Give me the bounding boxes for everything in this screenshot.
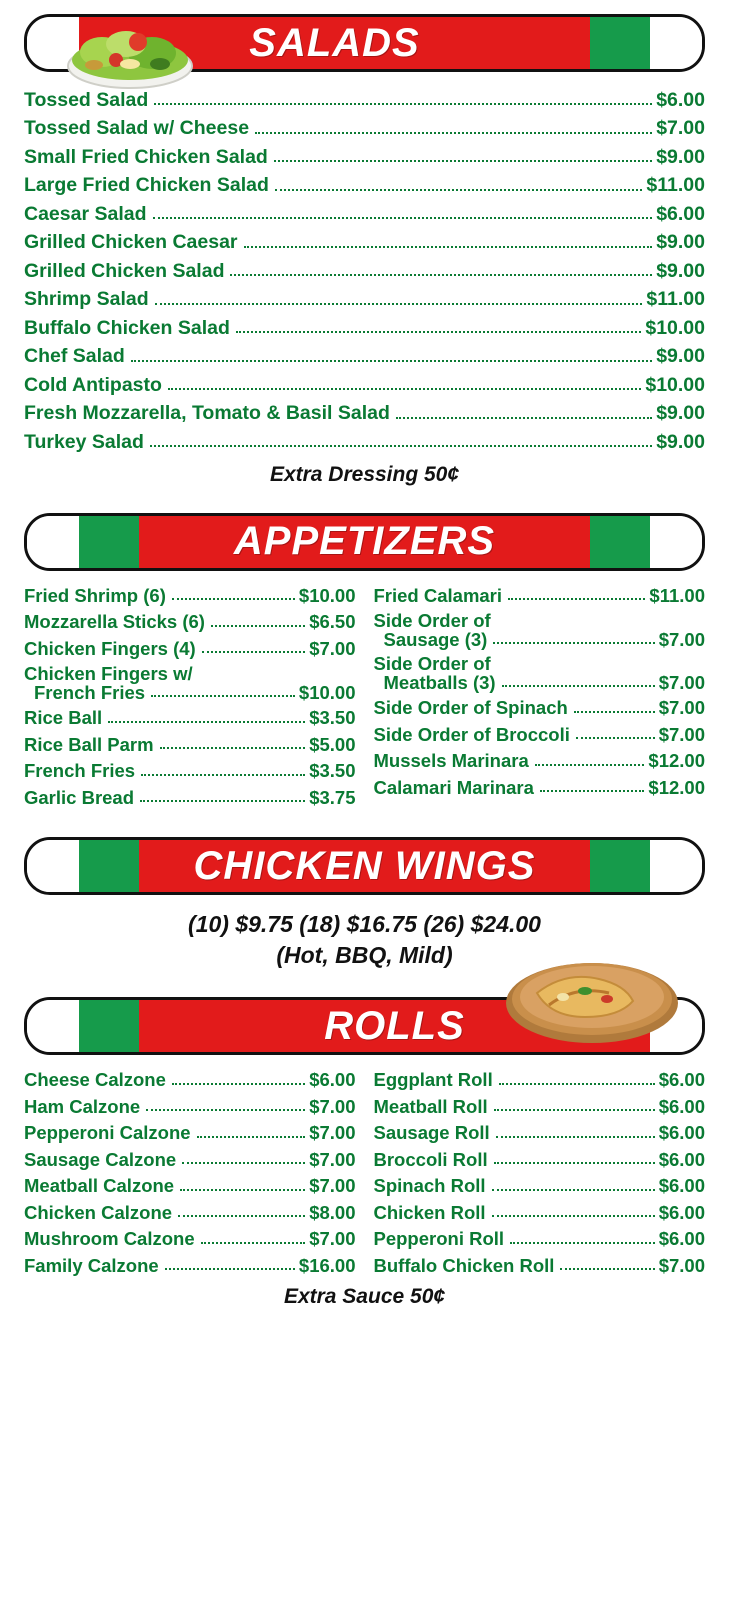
banner-green-left	[79, 516, 139, 568]
menu-item	[374, 1200, 706, 1227]
item-price: $11.00	[646, 174, 705, 196]
wings-title: CHICKEN WINGS	[193, 843, 536, 888]
item-name: Garlic Bread	[24, 786, 135, 808]
item-price: $7.00	[656, 117, 705, 139]
item-price: $7.00	[658, 1254, 705, 1276]
dot-leader	[494, 1108, 655, 1111]
menu-item	[24, 1094, 356, 1121]
item-name: Chicken Roll	[373, 1201, 486, 1223]
banner-white-left	[27, 516, 79, 568]
item-name: Chicken Fingers w/	[24, 663, 193, 684]
menu-item	[24, 314, 705, 343]
banner-green-right	[590, 516, 650, 568]
item-name: Turkey Salad	[24, 430, 144, 453]
menu-item	[24, 428, 705, 457]
item-name: Buffalo Chicken Salad	[24, 316, 230, 339]
item-name: Pepperoni Calzone	[24, 1122, 191, 1144]
menu-item	[374, 1120, 706, 1147]
item-name: Pepperoni Roll	[373, 1228, 505, 1250]
item-name: Chicken Fingers (4)	[24, 637, 196, 659]
dot-leader	[499, 1082, 655, 1085]
menu-item	[374, 1173, 706, 1200]
dot-leader	[178, 1214, 305, 1217]
menu-item	[374, 1094, 706, 1121]
item-name: Rice Ball Parm	[24, 733, 154, 755]
dot-leader	[275, 188, 643, 191]
salads-title: SALADS	[249, 20, 420, 65]
item-price: $9.00	[656, 345, 705, 367]
item-price: $7.00	[658, 628, 705, 650]
item-name: Tossed Salad	[24, 88, 149, 111]
item-price: $6.50	[309, 611, 356, 632]
item-price: $6.00	[658, 1069, 705, 1091]
item-name: Fried Shrimp (6)	[24, 584, 166, 606]
item-price: $3.50	[309, 707, 356, 728]
item-price: $6.00	[656, 202, 705, 225]
wings-flavors-line: (Hot, BBQ, Mild)	[276, 942, 453, 969]
menu-item	[24, 143, 705, 172]
wings-banner	[24, 837, 705, 895]
item-name: Meatball Calzone	[24, 1175, 175, 1197]
menu-item	[374, 1226, 706, 1253]
dot-leader	[160, 746, 306, 749]
menu-item	[374, 748, 706, 775]
appetizers-banner	[24, 513, 705, 571]
dot-leader	[154, 102, 652, 105]
item-price: $5.00	[309, 733, 356, 755]
item-name: Grilled Chicken Salad	[24, 259, 225, 282]
banner-green-left	[79, 1000, 139, 1052]
menu-item	[24, 286, 705, 315]
item-price: $10.00	[298, 584, 356, 606]
item-price: $6.00	[658, 1148, 705, 1170]
item-name: Rice Ball	[24, 707, 103, 728]
item-name: Spinach Roll	[373, 1175, 486, 1197]
section-rolls	[24, 997, 705, 1309]
rolls-columns	[24, 1067, 705, 1279]
item-name: Tossed Salad w/ Cheese	[24, 117, 250, 139]
dot-leader	[496, 1135, 655, 1138]
item-price: $3.50	[309, 760, 356, 781]
item-name: Chef Salad	[24, 345, 125, 367]
rolls-note: Extra Sauce 50¢	[283, 1285, 446, 1309]
dot-leader	[255, 131, 652, 134]
dot-leader	[396, 416, 652, 419]
dot-leader	[274, 159, 652, 162]
menu-item	[24, 705, 356, 732]
menu-item	[24, 662, 356, 705]
item-name: Meatball Roll	[373, 1095, 488, 1117]
item-name: Side Order of	[373, 653, 491, 674]
menu-item	[24, 343, 705, 372]
item-name-cont: French Fries	[34, 681, 146, 703]
menu-item	[374, 722, 706, 749]
item-name: Cheese Calzone	[24, 1069, 166, 1091]
dot-leader	[168, 387, 641, 390]
item-name: Side Order of Spinach	[373, 697, 568, 718]
dot-leader	[211, 624, 305, 627]
menu-item	[24, 115, 705, 144]
menu-item	[24, 400, 705, 429]
dot-leader	[197, 1135, 306, 1138]
dot-leader	[202, 650, 306, 653]
dot-leader	[230, 273, 652, 276]
item-name-cont: Meatballs (3)	[383, 671, 496, 693]
menu-item	[24, 229, 705, 258]
dot-leader	[492, 1214, 655, 1217]
item-price: $7.00	[309, 1122, 356, 1144]
banner-green-left	[79, 840, 139, 892]
item-price: $7.00	[309, 1095, 356, 1117]
item-price: $7.00	[309, 1175, 356, 1197]
item-name: Mussels Marinara	[373, 750, 529, 771]
appetizers-columns	[24, 583, 705, 812]
dot-leader	[172, 1082, 305, 1085]
banner-white-right	[650, 840, 702, 892]
dot-leader	[153, 216, 653, 219]
item-name: Mushroom Calzone	[24, 1228, 195, 1250]
menu-item	[24, 200, 705, 229]
menu-item	[24, 758, 356, 785]
item-price: $6.00	[658, 1122, 705, 1144]
item-name: Buffalo Chicken Roll	[373, 1254, 555, 1276]
item-name: Mozzarella Sticks (6)	[24, 611, 205, 632]
item-price: $6.00	[658, 1201, 705, 1223]
banner-white-right	[650, 516, 702, 568]
item-price: $7.00	[658, 697, 705, 718]
rolls-title: ROLLS	[324, 1003, 465, 1048]
item-price: $10.00	[645, 316, 705, 339]
banner-red-center	[139, 516, 590, 568]
item-price: $9.00	[656, 430, 705, 453]
menu-item	[24, 732, 356, 759]
item-name-cont: Sausage (3)	[383, 628, 488, 650]
menu-item	[374, 1067, 706, 1094]
menu-item	[24, 1120, 356, 1147]
dot-leader	[510, 1241, 655, 1244]
rolls-banner-wrap	[24, 997, 705, 1055]
menu-item	[24, 785, 356, 812]
dot-leader	[493, 641, 654, 644]
menu-item	[24, 1200, 356, 1227]
banner-white-right	[650, 17, 702, 69]
dot-leader	[172, 597, 295, 600]
pizza-roll-icon	[497, 941, 687, 1053]
item-name: Calamari Marinara	[373, 776, 534, 798]
item-name: Large Fried Chicken Salad	[24, 174, 269, 196]
item-price: $6.00	[309, 1069, 356, 1091]
dot-leader	[146, 1108, 305, 1111]
item-name: Family Calzone	[24, 1254, 159, 1276]
item-name: Sausage Calzone	[24, 1148, 177, 1170]
item-price: $11.00	[646, 288, 705, 310]
menu-item	[24, 1147, 356, 1174]
dot-leader	[108, 720, 305, 723]
item-price: $12.00	[648, 776, 705, 798]
item-price: $10.00	[298, 681, 356, 703]
dot-leader	[180, 1188, 305, 1191]
dot-leader	[150, 444, 652, 447]
item-name: Caesar Salad	[24, 202, 147, 225]
dot-leader	[155, 302, 643, 305]
menu-item	[24, 1226, 356, 1253]
menu-item	[374, 1147, 706, 1174]
menu-item	[24, 371, 705, 400]
salads-note: Extra Dressing 50¢	[269, 462, 460, 486]
item-price: $9.00	[656, 402, 705, 424]
menu-item	[24, 583, 356, 610]
item-name: French Fries	[24, 760, 136, 781]
appetizers-right-column	[374, 583, 706, 812]
item-price: $11.00	[649, 584, 705, 606]
item-price: $9.00	[656, 231, 705, 253]
banner-red-center	[139, 840, 590, 892]
menu-item	[24, 1253, 356, 1280]
dot-leader	[244, 245, 653, 248]
menu-item	[374, 652, 706, 695]
menu-item	[374, 1253, 706, 1280]
dot-leader	[492, 1188, 655, 1191]
item-price: $7.00	[309, 637, 356, 659]
menu-item	[374, 775, 706, 802]
item-price: $16.00	[298, 1254, 356, 1276]
dot-leader	[201, 1241, 306, 1244]
item-name: Small Fried Chicken Salad	[24, 145, 268, 168]
menu-item	[24, 257, 705, 286]
section-salads	[24, 0, 705, 487]
dot-leader	[494, 1161, 655, 1164]
item-name: Ham Calzone	[24, 1095, 141, 1117]
item-price: $6.00	[658, 1228, 705, 1250]
banner-white-left	[27, 1000, 79, 1052]
salads-list	[24, 86, 705, 457]
item-price: $7.00	[658, 723, 705, 745]
item-name: Side Order of Broccoli	[373, 723, 570, 745]
salads-banner-wrap	[24, 14, 705, 72]
wings-price-line: (10) $9.75 (18) $16.75 (26) $24.00	[188, 911, 541, 937]
item-price: $7.00	[658, 671, 705, 693]
menu-item	[374, 583, 706, 610]
item-name: Sausage Roll	[373, 1122, 490, 1144]
menu-item	[24, 609, 356, 636]
dot-leader	[560, 1267, 654, 1270]
item-price: $9.00	[656, 259, 705, 282]
dot-leader	[151, 694, 295, 697]
item-price: $6.00	[658, 1175, 705, 1197]
salad-bowl-icon	[60, 8, 200, 94]
item-name: Grilled Chicken Caesar	[24, 231, 238, 253]
item-price: $10.00	[645, 373, 705, 396]
dot-leader	[141, 773, 305, 776]
item-name: Cold Antipasto	[24, 373, 162, 396]
dot-leader	[182, 1161, 305, 1164]
menu-item	[24, 172, 705, 201]
appetizers-title: APPETIZERS	[233, 519, 496, 563]
item-price: $7.00	[309, 1228, 356, 1250]
banner-green-right	[590, 840, 650, 892]
item-price: $7.00	[309, 1148, 356, 1170]
item-name: Broccoli Roll	[373, 1148, 488, 1170]
section-appetizers	[24, 513, 705, 812]
item-price: $8.00	[309, 1201, 356, 1223]
appetizers-left-column	[24, 583, 356, 812]
menu-item	[24, 1067, 356, 1094]
rolls-left-column	[24, 1067, 356, 1279]
item-name: Chicken Calzone	[24, 1201, 173, 1223]
dot-leader	[574, 710, 655, 713]
item-name: Side Order of	[373, 610, 491, 631]
item-price: $9.00	[656, 145, 705, 168]
item-price: $3.75	[309, 786, 356, 808]
dot-leader	[576, 736, 655, 739]
item-price: $12.00	[648, 750, 705, 771]
dot-leader	[535, 763, 645, 766]
banner-green-right	[590, 17, 650, 69]
item-name: Fresh Mozzarella, Tomato & Basil Salad	[24, 402, 390, 424]
dot-leader	[508, 597, 645, 600]
item-name: Eggplant Roll	[373, 1069, 493, 1091]
item-name: Fried Calamari	[373, 584, 503, 606]
dot-leader	[140, 799, 305, 802]
item-price: $6.00	[658, 1095, 705, 1117]
menu-item	[374, 609, 706, 652]
menu-item	[24, 636, 356, 663]
item-price: $6.00	[656, 88, 705, 111]
dot-leader	[540, 789, 644, 792]
dot-leader	[236, 330, 641, 333]
dot-leader	[131, 359, 652, 362]
menu-item	[374, 695, 706, 722]
dot-leader	[165, 1267, 295, 1270]
menu-item	[24, 1173, 356, 1200]
dot-leader	[502, 684, 655, 687]
item-name: Shrimp Salad	[24, 288, 149, 310]
banner-white-left	[27, 840, 79, 892]
rolls-right-column	[374, 1067, 706, 1279]
